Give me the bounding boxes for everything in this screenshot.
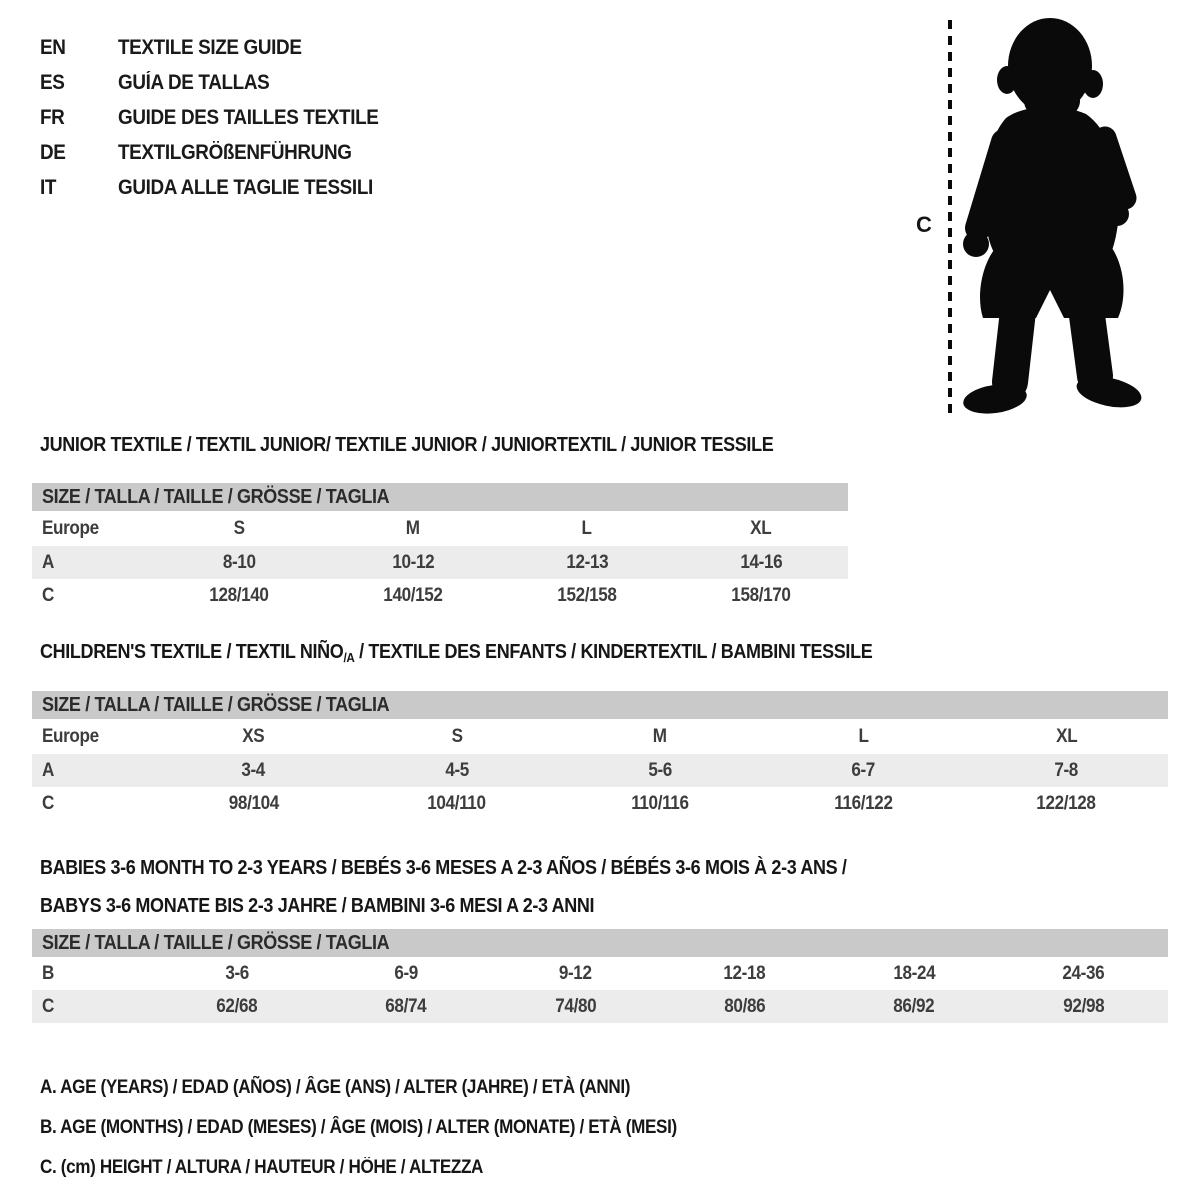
cell-value: 74/80 [554, 995, 596, 1017]
cell-value: 5-6 [648, 759, 672, 781]
guide-title-fr: GUIDE DES TAILLES TEXTILE [118, 105, 379, 129]
cell-value: 7-8 [1054, 759, 1079, 781]
cell-value: 3-6 [224, 962, 249, 984]
language-code: IT [40, 175, 57, 199]
junior-size-table [32, 483, 848, 612]
table-row-height [32, 787, 1168, 820]
measure-legend [40, 1068, 748, 1188]
cell-value: 6-9 [394, 962, 418, 984]
guide-title-it: GUIDA ALLE TAGLIE TESSILI [118, 175, 373, 199]
babies-size-table [32, 929, 1168, 1023]
cell-value: 116/122 [834, 792, 893, 814]
cell-value: 62/68 [216, 995, 258, 1017]
cell-value: 80/86 [724, 995, 766, 1017]
size-column-xl: XL [1055, 725, 1077, 747]
cell-value: 12-13 [566, 551, 608, 573]
language-title-list [40, 30, 407, 205]
babies-table-title: BABIES 3-6 MONTH TO 2-3 YEARS / BEBÉS 3-6 MESES A 2-3 AÑOS / BÉBÉS 3-6 MOIS À 2-3 ANS / BABYS 3-6 MONATE BIS 2-3 JAHRE / BAMBINI 3-6 MESI A 2-3 ANNI [40, 857, 847, 917]
table-row-height [32, 579, 848, 612]
size-header-bar: SIZE / TALLA / TAILLE / GRÖSSE / TAGLIA [32, 691, 1168, 719]
children-table-title: CHILDREN'S TEXTILE / TEXTIL $NIÑO_{/A}$ / TEXTILE DES ENFANTS / KINDERTEXTIL / BAMBINI TESSILE [40, 641, 873, 665]
table-row-age [32, 546, 848, 579]
size-column-s: S [233, 517, 245, 539]
cell-value: 9-12 [558, 962, 592, 984]
cell-value: 122/128 [1036, 792, 1097, 814]
size-column-xs: XS [242, 725, 265, 747]
legend-line-b: B. AGE (MONTHS) / EDAD (MESES) / ÂGE (MOIS) / ALTER (MONATE) / ETÀ (MESI) [40, 1117, 677, 1138]
size-column-xl: XL [750, 517, 772, 539]
guide-title-en: TEXTILE SIZE GUIDE [118, 35, 302, 59]
cell-value: 10-12 [392, 551, 434, 573]
cell-value: 98/104 [228, 792, 279, 814]
cell-value: 4-5 [444, 759, 469, 781]
column-header-row [32, 511, 848, 546]
legend-line-a: A. AGE (YEARS) / EDAD (AÑOS) / ÂGE (ANS) / ALTER (JAHRE) / ETÀ (ANNI) [40, 1077, 631, 1098]
cell-value: 128/140 [209, 584, 269, 606]
cell-value: 24-36 [1062, 962, 1105, 984]
children-size-table [32, 691, 1168, 820]
toddler-figure [898, 6, 1160, 430]
size-header-bar: SIZE / TALLA / TAILLE / GRÖSSE / TAGLIA [32, 483, 848, 511]
cell-value: 18-24 [893, 962, 935, 984]
size-column-l: L [581, 517, 593, 539]
toddler-silhouette-icon [898, 6, 1160, 430]
size-header-bar: SIZE / TALLA / TAILLE / GRÖSSE / TAGLIA [32, 929, 1168, 957]
cell-value: 104/110 [427, 792, 486, 814]
row-label: C [42, 584, 54, 606]
column-header-row [32, 719, 1168, 754]
cell-value: 6-7 [851, 759, 876, 781]
language-row-de [40, 135, 407, 170]
cell-value: 3-4 [241, 759, 266, 781]
table-row-height [32, 990, 1168, 1023]
legend-line-c: C. (cm) HEIGHT / ALTURA / HAUTEUR / HÖHE / ALTEZZA [40, 1157, 484, 1178]
size-column-m: M [406, 517, 420, 539]
language-row-it [40, 170, 407, 205]
language-row-en [40, 30, 407, 65]
cell-value: 68/74 [385, 995, 427, 1017]
language-code: ES [40, 70, 65, 94]
region-label: Europe [42, 725, 99, 747]
cell-value: 86/92 [893, 995, 935, 1017]
cell-value: 14-16 [740, 551, 782, 573]
language-code: EN [40, 35, 66, 59]
cell-value: 8-10 [222, 551, 256, 573]
region-label: Europe [42, 517, 99, 539]
language-row-es [40, 65, 407, 100]
row-label: C [42, 995, 54, 1017]
row-label: B [42, 962, 54, 984]
guide-title-de: TEXTILGRÖßENFÜHRUNG [118, 140, 352, 164]
nino-a-subscript: /A [343, 650, 355, 665]
language-code: DE [40, 140, 66, 164]
cell-value: 158/170 [731, 584, 791, 606]
row-label: C [42, 792, 54, 814]
cell-value: 92/98 [1062, 995, 1104, 1017]
guide-title-es: GUÍA DE TALLAS [118, 70, 270, 94]
height-measure-label: C [916, 212, 932, 237]
language-code: FR [40, 105, 65, 129]
toddler-silhouette [961, 18, 1144, 417]
row-label: A [42, 551, 54, 573]
table-row-age [32, 754, 1168, 787]
cell-value: 12-18 [723, 962, 766, 984]
junior-table-title: JUNIOR TEXTILE / TEXTIL JUNIOR/ TEXTILE JUNIOR / JUNIORTEXTIL / JUNIOR TESSILE [40, 434, 774, 456]
size-column-l: L [858, 725, 869, 747]
cell-value: 152/158 [557, 584, 617, 606]
cell-value: 140/152 [383, 584, 443, 606]
language-row-fr [40, 100, 407, 135]
row-label: A [42, 759, 54, 781]
size-column-m: M [653, 725, 667, 747]
cell-value: 110/116 [631, 792, 689, 814]
table-row-age-months [32, 957, 1168, 990]
size-column-s: S [451, 725, 463, 747]
